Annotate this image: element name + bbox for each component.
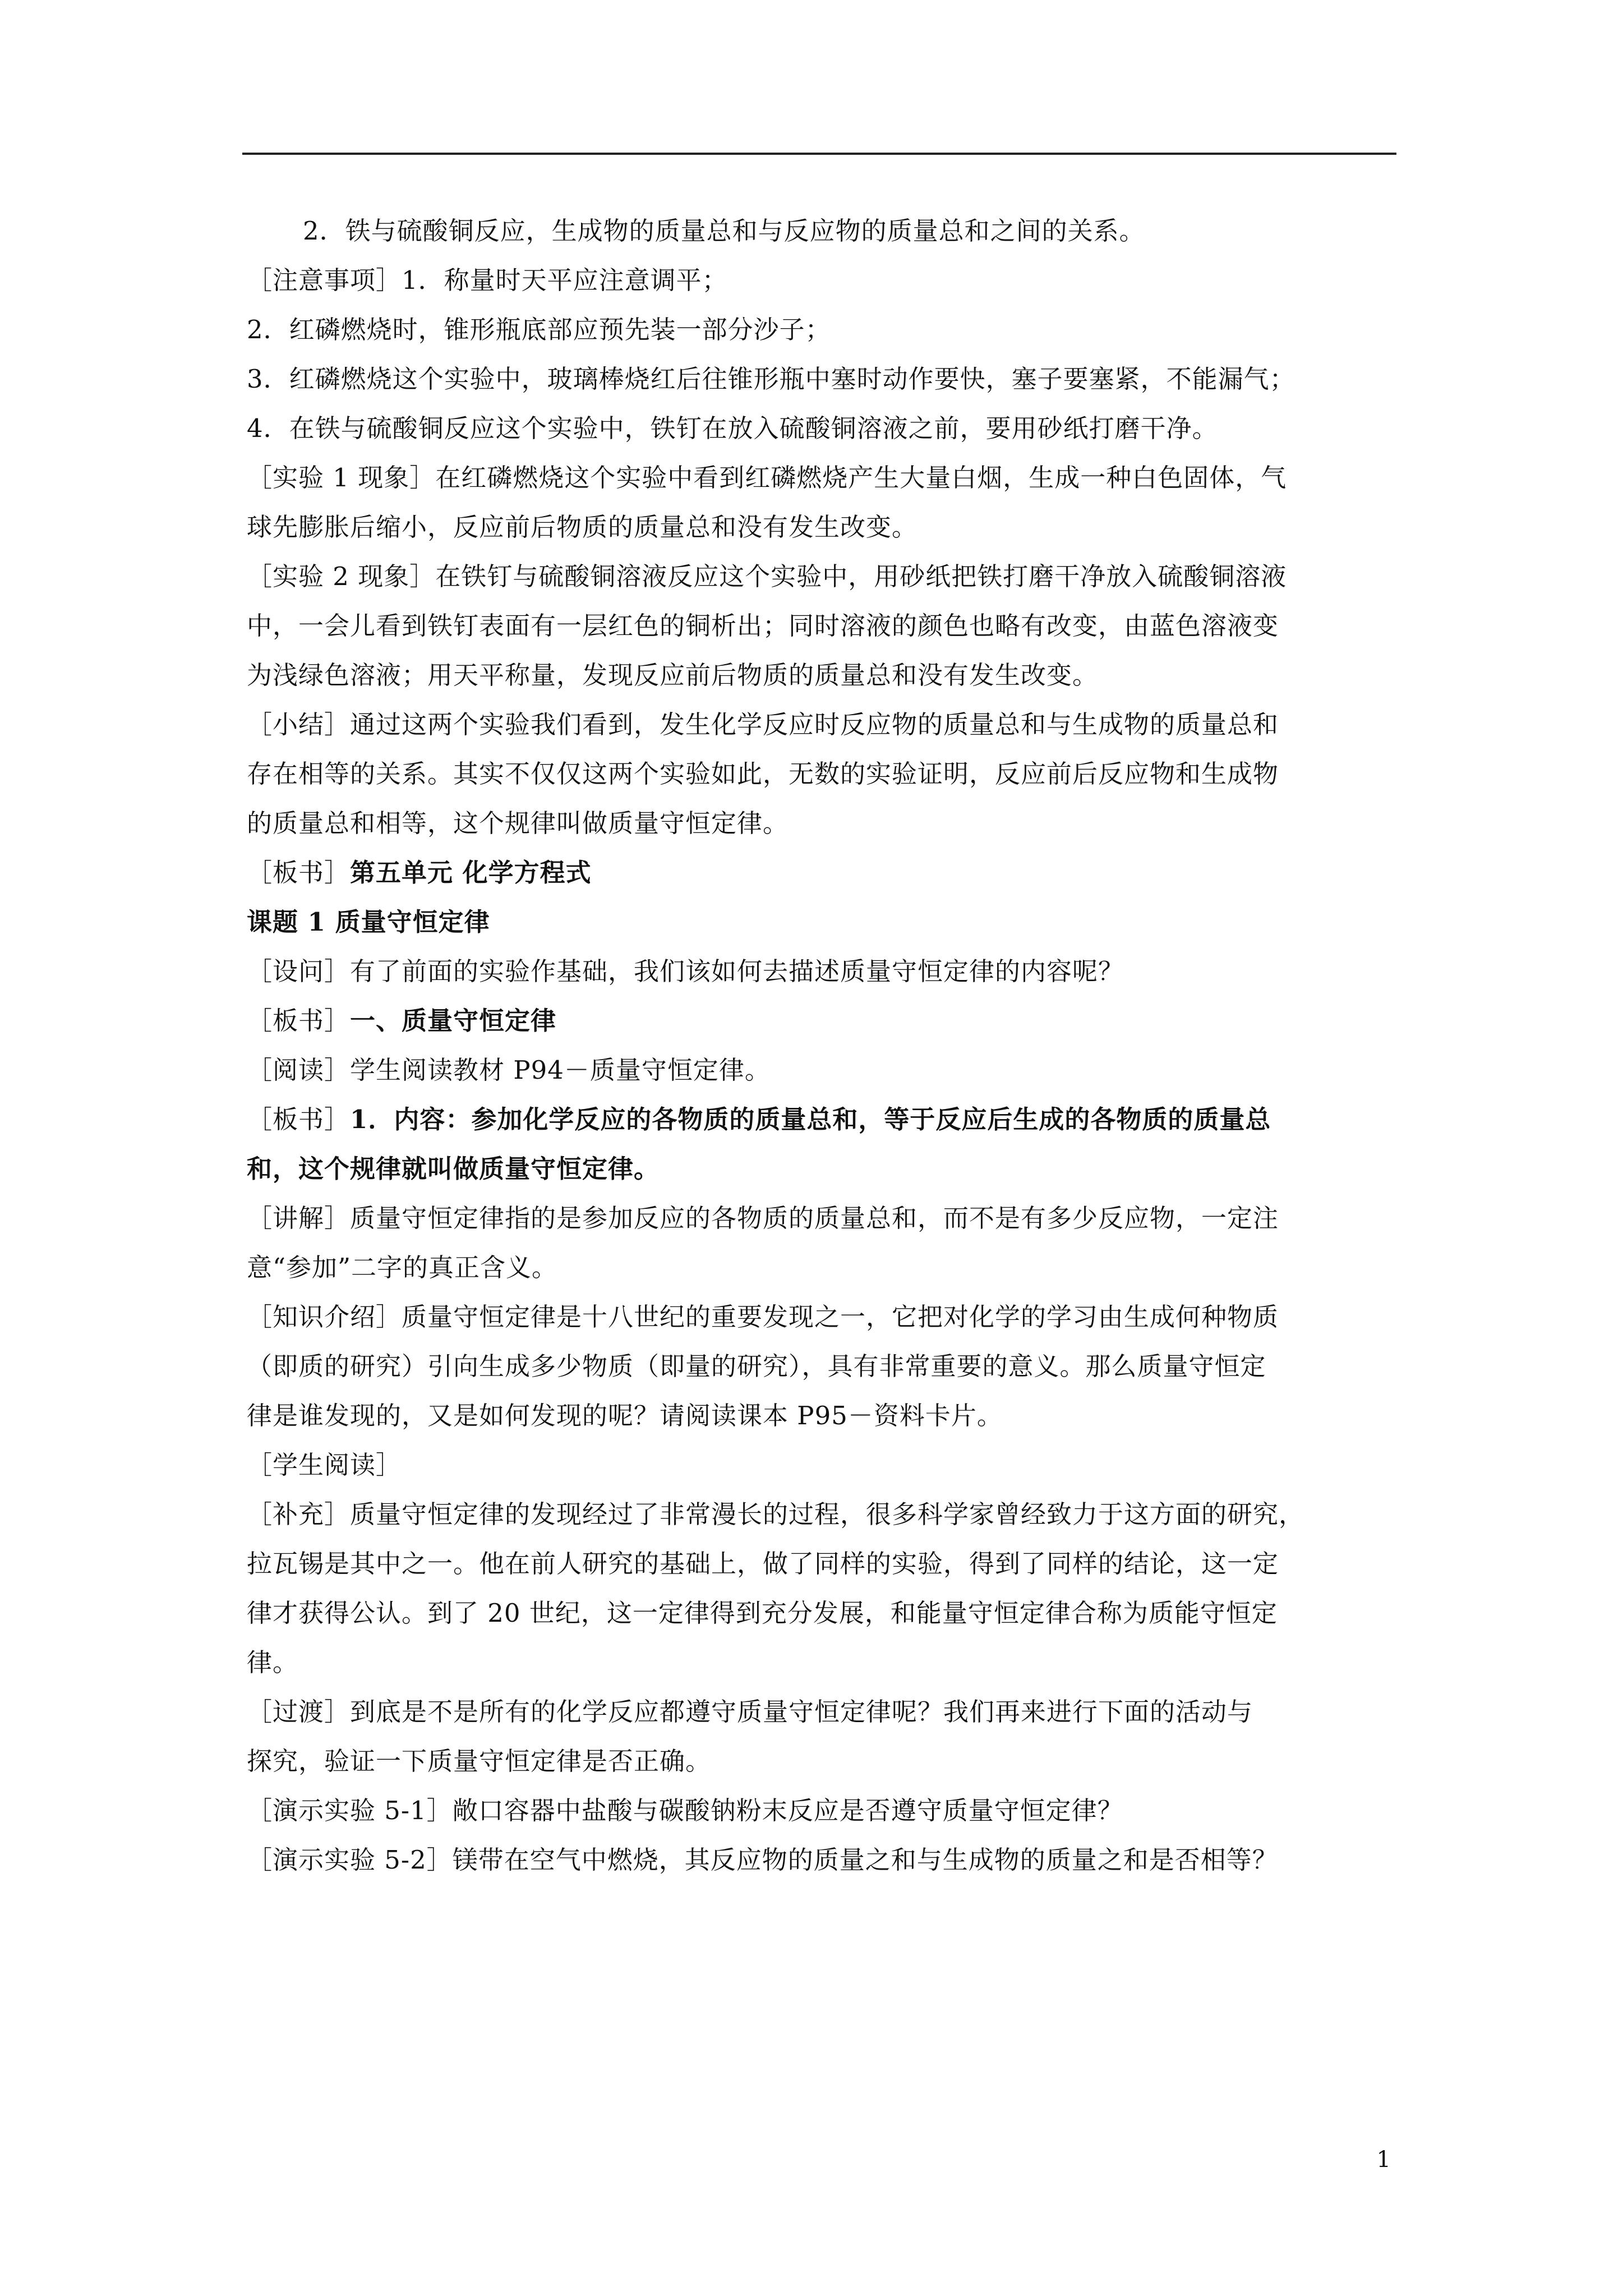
text-line: 律是谁发现的，又是如何发现的呢？请阅读课本 P95－资料卡片。 (247, 1401, 1003, 1430)
text-line: ［补充］质量守恒定律的发现经过了非常漫长的过程，很多科学家曾经致力于这方面的研究， (247, 1499, 1305, 1529)
text-line: 意“参加”二字的真正含义。 (247, 1253, 558, 1282)
page-number: 1 (1376, 2147, 1391, 2173)
text-line: ［讲解］质量守恒定律指的是参加反应的各物质的质量总和，而不是有多少反应物，一定注 (247, 1203, 1279, 1233)
text-line: 2．红磷燃烧时，锥形瓶底部应预先装一部分沙子； (247, 315, 831, 344)
lesson-title: 课题 1 质量守恒定律 (247, 907, 490, 937)
text-line: ［小结］通过这两个实验我们看到，发生化学反应时反应物的质量总和与生成物的质量总和 (247, 710, 1279, 739)
text-line: （即质的研究）引向生成多少物质（即量的研究），具有非常重要的意义。那么质量守恒定 (247, 1351, 1266, 1381)
text-line: ［板书］第五单元 化学方程式 (247, 858, 592, 887)
text-line: 存在相等的关系。其实不仅仅这两个实验如此，无数的实验证明，反应前后反应物和生成物 (247, 759, 1279, 789)
document-body (247, 206, 1395, 1885)
text-line: 3．红磷燃烧这个实验中，玻璃棒烧红后往锥形瓶中塞时动作要快，塞子要塞紧，不能漏气； (247, 364, 1295, 394)
text-line: 拉瓦锡是其中之一。他在前人研究的基础上，做了同样的实验，得到了同样的结论，这一定 (247, 1549, 1279, 1579)
text-line: 律。 (247, 1648, 299, 1677)
text-line: 4．在铁与硫酸铜反应这个实验中，铁钉在放入硫酸铜溶液之前，要用砂纸打磨干净。 (247, 413, 1218, 443)
text-line: ［注意事项］1．称量时天平应注意调平； (247, 265, 728, 295)
text-line: ［演示实验 5-2］镁带在空气中燃烧，其反应物的质量之和与生成物的质量之和是否相等？ (247, 1845, 1278, 1875)
text-line: 律才获得公认。到了 20 世纪，这一定律得到充分发展，和能量守恒定律合称为质能守恒定 (247, 1598, 1278, 1628)
text-line: 为浅绿色溶液；用天平称量，发现反应前后物质的质量总和没有发生改变。 (247, 660, 1099, 690)
text-line: 球先膨胀后缩小，反应前后物质的质量总和没有发生改变。 (247, 512, 918, 542)
text-line: 中，一会儿看到铁钉表面有一层红色的铜析出；同时溶液的颜色也略有改变，由蓝色溶液变 (247, 611, 1279, 641)
text-line: 2．铁与硫酸铜反应，生成物的质量总和与反应物的质量总和之间的关系。 (303, 216, 1145, 246)
text-line: ［板书］1．内容：参加化学反应的各物质的质量总和，等于反应后生成的各物质的质量总 (247, 1105, 1271, 1134)
text-line: ［过渡］到底是不是所有的化学反应都遵守质量守恒定律呢？我们再来进行下面的活动与 (247, 1697, 1253, 1727)
text-line: ［阅读］学生阅读教材 P94－质量守恒定律。 (247, 1055, 771, 1085)
text-line: ［知识介绍］质量守恒定律是十八世纪的重要发现之一，它把对化学的学习由生成何种物质 (247, 1302, 1279, 1332)
text-line: ［演示实验 5-1］敞口容器中盐酸与碳酸钠粉末反应是否遵守质量守恒定律？ (247, 1796, 1123, 1825)
text-line: ［实验 2 现象］在铁钉与硫酸铜溶液反应这个实验中，用砂纸把铁打磨干净放入硫酸铜溶液 (247, 562, 1287, 591)
header-rule (242, 153, 1396, 155)
text-line: ［学生阅读］ (247, 1450, 402, 1480)
text-line: 探究，验证一下质量守恒定律是否正确。 (247, 1746, 712, 1776)
text-line: ［实验 1 现象］在红磷燃烧这个实验中看到红磷燃烧产生大量白烟，生成一种白色固体，气 (247, 463, 1287, 493)
text-line: 的质量总和相等，这个规律叫做质量守恒定律。 (247, 808, 789, 838)
text-line: ［设问］有了前面的实验作基础，我们该如何去描述质量守恒定律的内容呢？ (247, 956, 1124, 986)
text-line: 和，这个规律就叫做质量守恒定律。 (247, 1154, 660, 1184)
text-line: ［板书］一、质量守恒定律 (247, 1006, 557, 1036)
